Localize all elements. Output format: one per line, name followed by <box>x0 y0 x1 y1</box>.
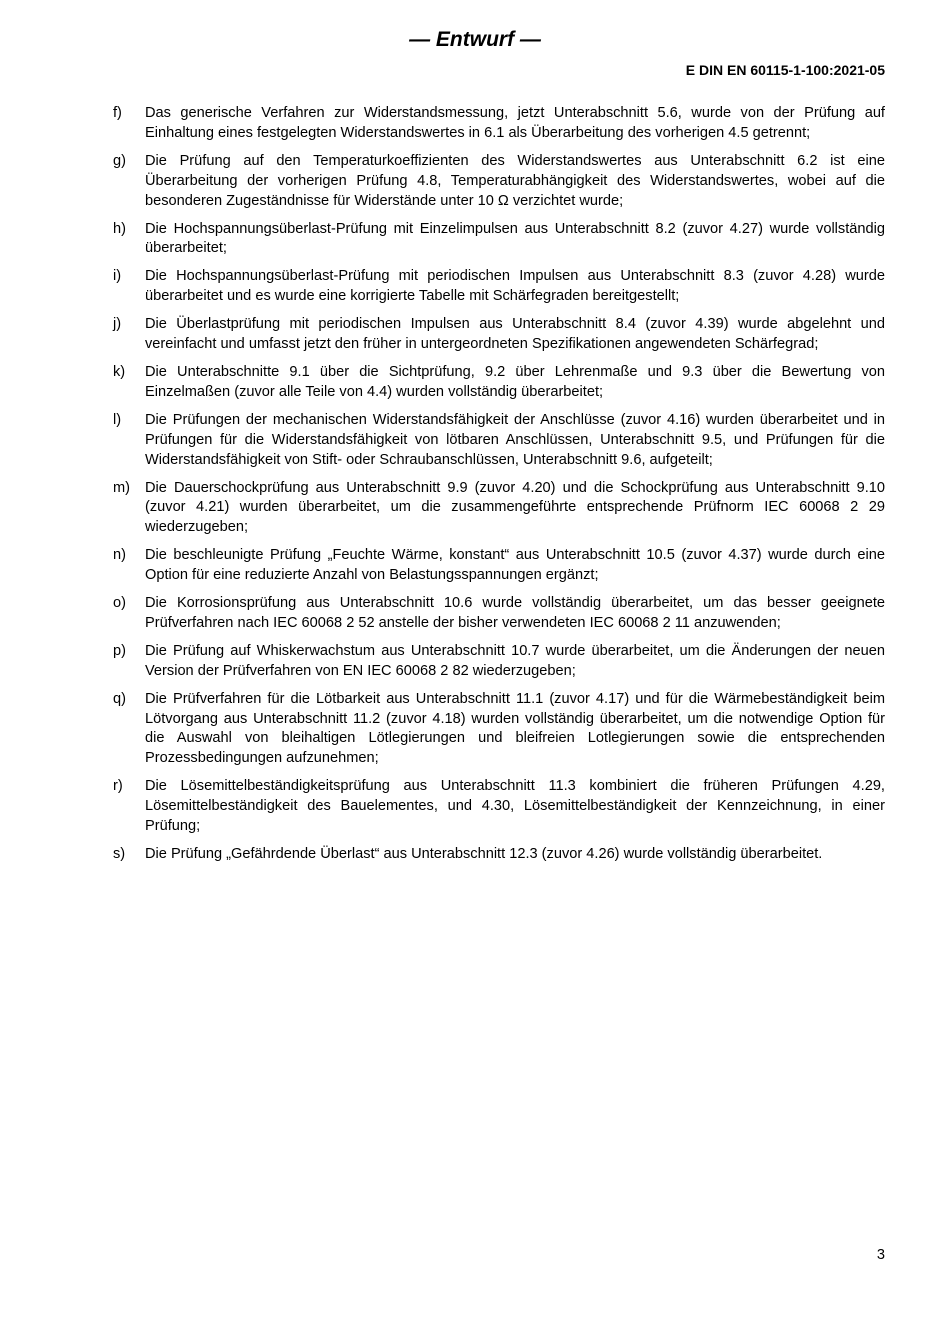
draft-label: — Entwurf — <box>409 28 541 51</box>
list-marker: m) <box>113 479 131 496</box>
list-item <box>113 267 885 307</box>
list-text: Die Prüfungen der mechanischen Widerstandsfähigkeit der Anschlüsse (zuvor 4.16) wurden überarbeitet und in Prüfungen für die Widerstandsfähigkeit von lötbaren Anschlüssen, Unterabschnitt 9.5, und Prüfungen für die Widerstandsfähigkeit von Stift- oder Schraubanschlüssen, Unterabschnitt 9.6, aufgeteilt; <box>145 411 885 468</box>
list-item <box>113 411 885 471</box>
list-marker: i) <box>113 268 122 285</box>
list-marker: p) <box>113 642 126 659</box>
list-marker: f) <box>113 105 122 121</box>
list-item <box>113 845 885 865</box>
list-text: Die beschleunigte Prüfung „Feuchte Wärme, konstant“ aus Unterabschnitt 10.5 (zuvor 4.37) wurde durch eine Option für eine reduzierte Anzahl von Belastungsspannungen ergänzt; <box>145 547 885 584</box>
list-marker: r) <box>113 778 123 795</box>
list-text: Die Korrosionsprüfung aus Unterabschnitt 10.6 wurde vollständig überarbeitet, um das besser geeignete Prüfverfahren nach IEC 60068 2 52 anstelle der bisher verwendeten IEC 60068 2 11 anzuwenden; <box>145 595 885 631</box>
list-marker: g) <box>113 152 126 169</box>
list-item <box>113 690 885 770</box>
list-text: Die Überlastprüfung mit periodischen Impulsen aus Unterabschnitt 8.4 (zuvor 4.39) wurde abgelehnt und vereinfacht und umfasst jetzt den früher in untergeordneten Spezifikationen angewendeten Schärfegrad; <box>145 316 885 353</box>
list-marker: l) <box>113 411 122 428</box>
list-text: Die Unterabschnitte 9.1 über die Sichtprüfung, 9.2 über Lehrenmaße und 9.3 über die Bewertung von Einzelmaßen (zuvor alle Teile von 4.4) wurden vollständig überarbeitet; <box>145 363 885 400</box>
list-marker: h) <box>113 220 126 237</box>
document-id: E DIN EN 60115-1-100:2021-05 <box>685 62 885 78</box>
list-item <box>113 479 885 539</box>
list-text: Die Hochspannungsüberlast-Prüfung mit Einzelimpulsen aus Unterabschnitt 8.2 (zuvor 4.27) wurde vollständig überarbeitet; <box>145 220 885 257</box>
list-item <box>113 546 885 586</box>
list-marker: s) <box>113 846 126 862</box>
list-text: Die Lösemittelbeständigkeitsprüfung aus Unterabschnitt 11.3 kombiniert die früheren Prüfungen 4.29, Lösemittelbeständigkeit des Bauelementes, und 4.30, Lösemittelbeständigkeit der Kennzeichnung, in einer Prüfung; <box>145 778 885 835</box>
list-text: Das generische Verfahren zur Widerstandsmessung, jetzt Unterabschnitt 5.6, wurde von der Prüfung auf Einhaltung eines festgelegten Widerstandswertes in 6.1 als Überarbeitung des vorherigen 4.5 getrennt; <box>145 105 885 141</box>
list-item <box>113 104 885 144</box>
change-list <box>113 104 885 873</box>
list-item <box>113 594 885 634</box>
list-text: Die Hochspannungsüberlast-Prüfung mit periodischen Impulsen aus Unterabschnitt 8.3 (zuvor 4.28) wurde überarbeitet und es wurde eine korrigierte Tabelle mit Schärfegraden bereitgestellt; <box>145 268 885 305</box>
list-item <box>113 363 885 403</box>
list-item <box>113 220 885 260</box>
list-marker: o) <box>113 595 126 612</box>
list-marker: q) <box>113 690 126 707</box>
list-item <box>113 642 885 682</box>
list-item <box>113 777 885 837</box>
list-marker: k) <box>113 363 126 380</box>
list-text: Die Prüfverfahren für die Lötbarkeit aus Unterabschnitt 11.1 (zuvor 4.17) und für die Wärmebeständigkeit beim Lötvorgang aus Unterabschnitt 11.2 (zuvor 4.18) wurden vollständig überarbeitet, um die notwendige Option für die Auswahl von bleihaltigen Lötlegierungen und bleifreien Lotlegierungen sowie die entsprechenden Prozessbedingungen aufzunehmen; <box>145 690 885 767</box>
list-marker: n) <box>113 547 126 564</box>
list-item <box>113 152 885 212</box>
list-text: Die Dauerschockprüfung aus Unterabschnitt 9.9 (zuvor 4.20) und die Schockprüfung aus Unterabschnitt 9.10 (zuvor 4.21) wurden überarbeitet, um die zusammengeführte entsprechende Prüfnorm IEC 60068 2 29 wiederzugeben; <box>145 479 885 536</box>
list-text: Die Prüfung „Gefährdende Überlast“ aus Unterabschnitt 12.3 (zuvor 4.26) wurde vollständig überarbeitet. <box>145 846 823 862</box>
list-item <box>113 315 885 355</box>
list-marker: j) <box>113 316 122 333</box>
page-number: 3 <box>876 1247 885 1263</box>
list-text: Die Prüfung auf den Temperaturkoeffizienten des Widerstandswertes aus Unterabschnitt 6.2 ist eine Überarbeitung der vorherigen Prüfung 4.8, Temperaturabhängigkeit des Widerstandswertes, wobei auf die besonderen Zugeständnisse für Widerstände unter 10 Ω verzichtet wurde; <box>145 152 885 209</box>
list-text: Die Prüfung auf Whiskerwachstum aus Unterabschnitt 10.7 wurde überarbeitet, um die Änderungen der neuen Version der Prüfverfahren von EN IEC 60068 2 82 wiederzugeben; <box>145 642 885 679</box>
